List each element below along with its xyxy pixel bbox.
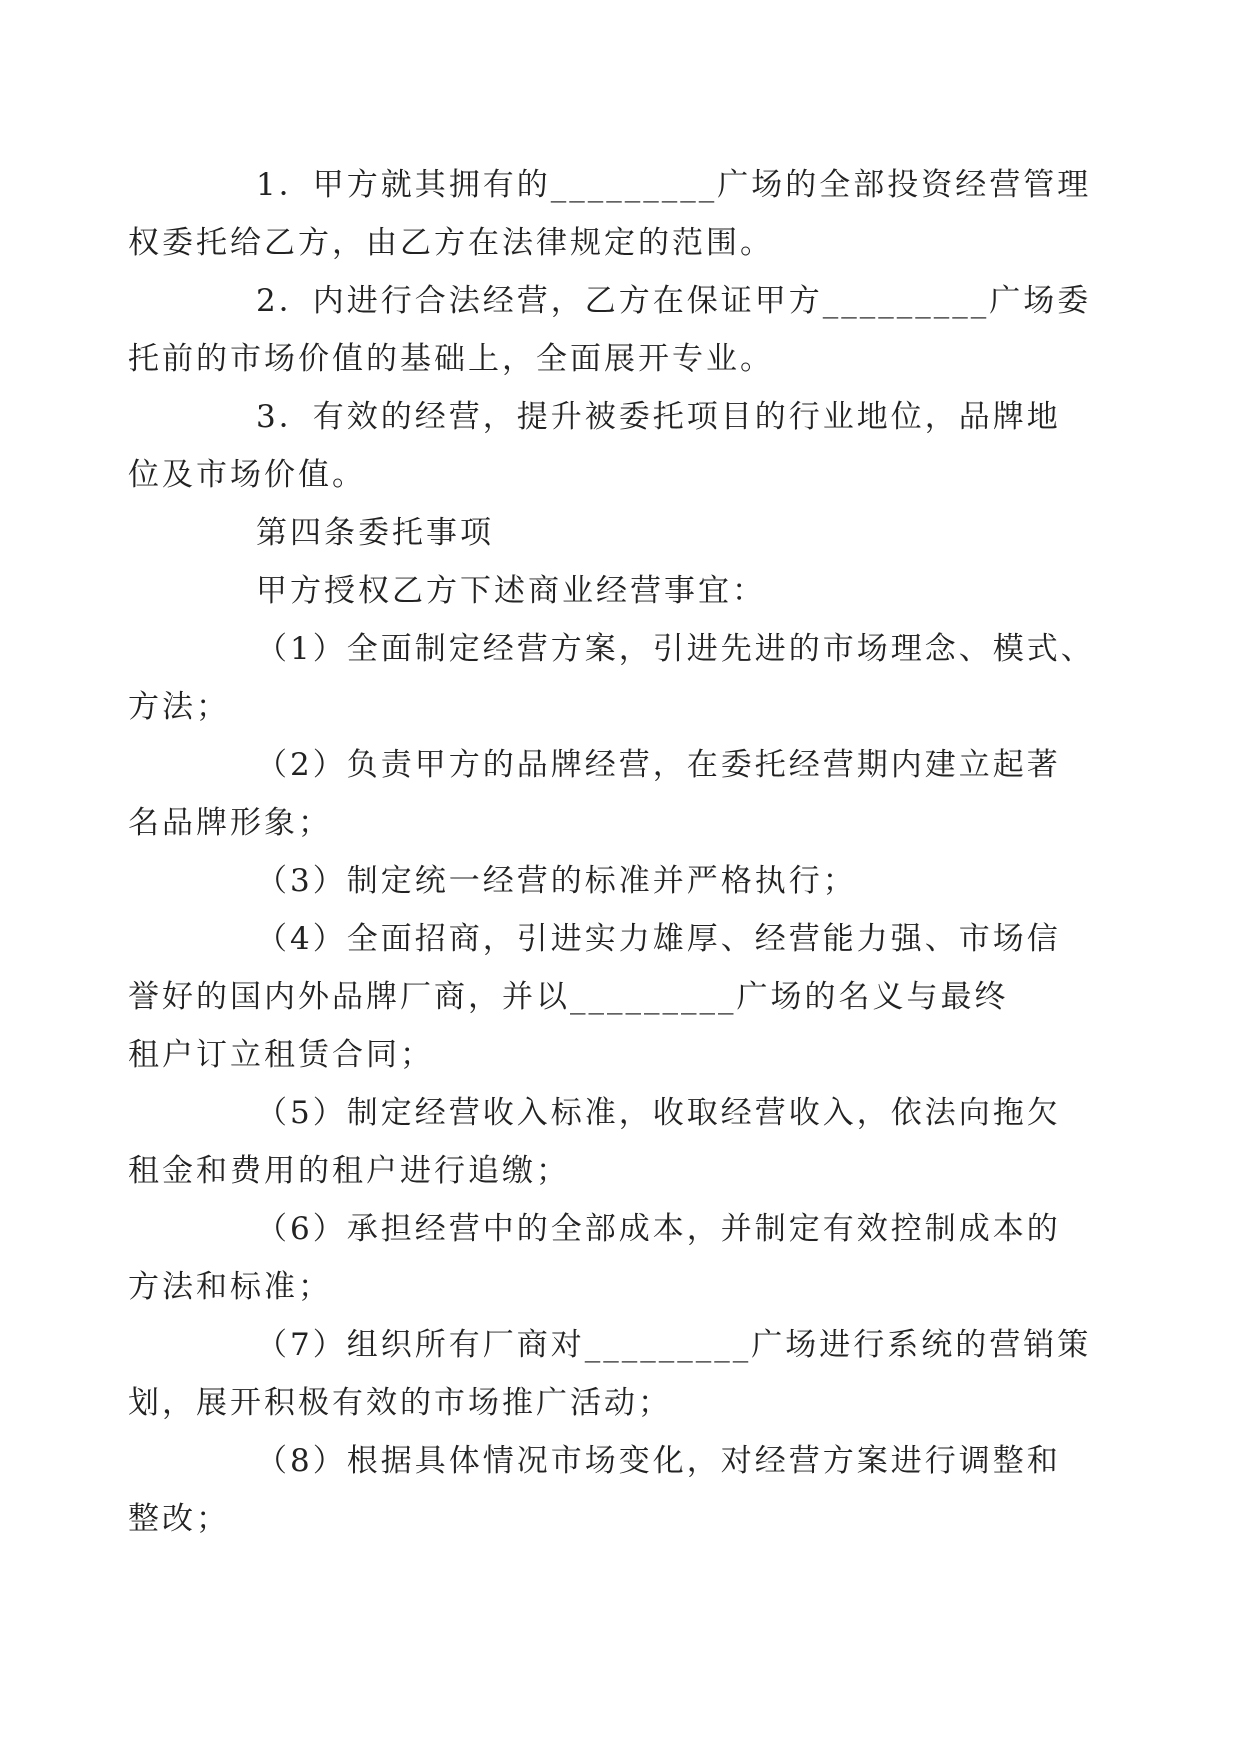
list-item-4 — [128, 910, 1072, 1084]
text-line: 租户订立租赁合同； — [128, 1037, 434, 1073]
text-line: （4）全面招商，引进实力雄厚、经营能力强、市场信 — [256, 921, 1061, 957]
text-line: 方法和标准； — [128, 1269, 332, 1305]
section-heading-article-4 — [192, 504, 1072, 562]
text-line: （1）全面制定经营方案，引进先进的市场理念、模式、 — [256, 631, 1095, 667]
paragraph-clause-3 — [128, 388, 1072, 504]
document-body — [128, 156, 1095, 1548]
text-line: 租金和费用的租户进行追缴； — [128, 1153, 570, 1189]
text-line: 名品牌形象； — [128, 805, 332, 841]
text-line: 1．甲方就其拥有的_________广场的全部投资经营管理 — [256, 167, 1092, 203]
text-line: （2）负责甲方的品牌经营，在委托经营期内建立起著 — [256, 747, 1061, 783]
text-line: 甲方授权乙方下述商业经营事宜： — [256, 573, 766, 609]
text-line: 誉好的国内外品牌厂商，并以_________广场的名义与最终 — [128, 979, 1009, 1015]
text-line: （8）根据具体情况市场变化，对经营方案进行调整和 — [256, 1443, 1061, 1479]
text-line: 权委托给乙方，由乙方在法律规定的范围。 — [128, 225, 774, 261]
text-line: （5）制定经营收入标准，收取经营收入，依法向拖欠 — [256, 1095, 1061, 1131]
text-line: 3．有效的经营，提升被委托项目的行业地位，品牌地 — [256, 399, 1061, 435]
text-line: （3）制定统一经营的标准并严格执行； — [256, 863, 857, 899]
text-line: 2．内进行合法经营，乙方在保证甲方_________广场委 — [256, 283, 1092, 319]
text-line: 方法； — [128, 689, 230, 725]
list-item-2 — [128, 736, 1072, 852]
list-item-7 — [128, 1316, 1092, 1432]
text-line: 位及市场价值。 — [128, 457, 366, 493]
text-line: 整改； — [128, 1501, 230, 1537]
list-item-1 — [128, 620, 1095, 736]
text-line: 划，展开积极有效的市场推广活动； — [128, 1385, 672, 1421]
list-item-3 — [192, 852, 1072, 910]
text-line: （7）组织所有厂商对_________广场进行系统的营销策 — [256, 1327, 1092, 1363]
list-item-8 — [128, 1432, 1072, 1548]
paragraph-clause-2 — [128, 272, 1092, 388]
list-item-5 — [128, 1084, 1072, 1200]
list-item-6 — [128, 1200, 1072, 1316]
text-line: （6）承担经营中的全部成本，并制定有效控制成本的 — [256, 1211, 1061, 1247]
text-line: 托前的市场价值的基础上，全面展开专业。 — [128, 341, 774, 377]
paragraph-clause-1 — [128, 156, 1092, 272]
paragraph-authorization-intro — [192, 562, 1072, 620]
text-line: 第四条委托事项 — [256, 515, 494, 551]
